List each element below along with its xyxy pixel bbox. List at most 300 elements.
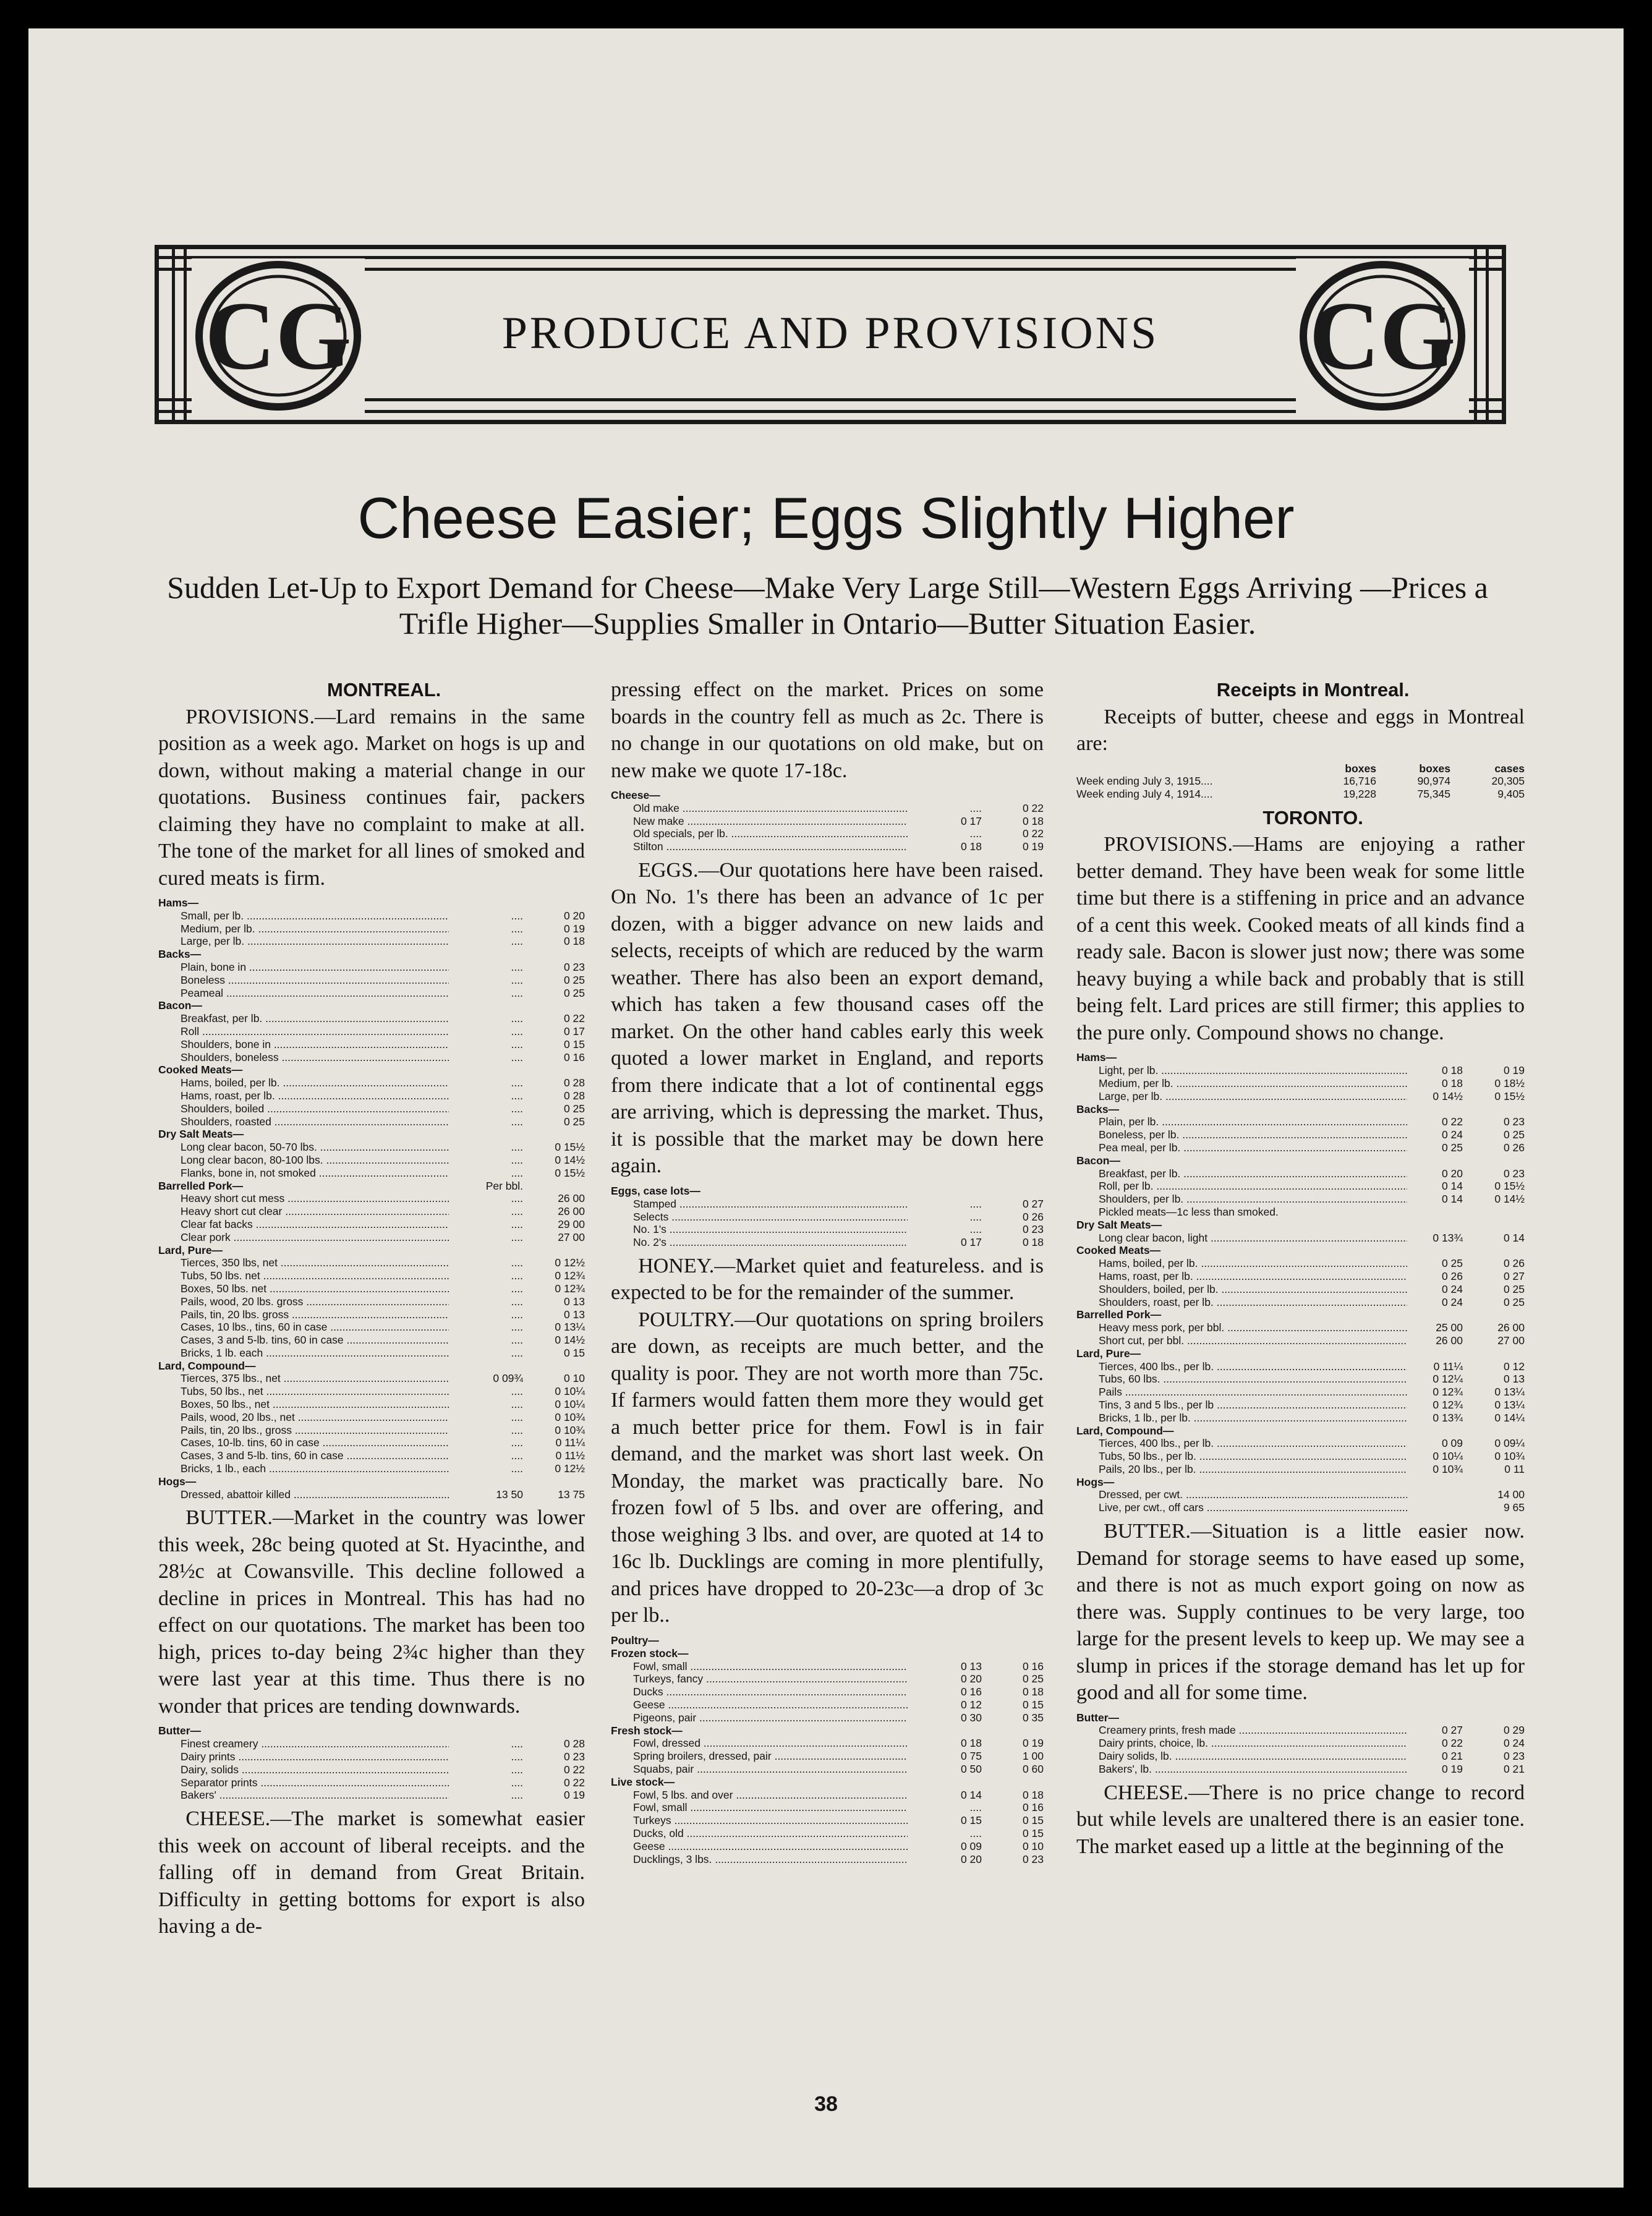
item-label: No. 2's xyxy=(633,1236,666,1249)
item-label: Shoulders, boneless xyxy=(181,1050,279,1063)
price-row xyxy=(1076,1737,1525,1750)
price-row xyxy=(158,1436,585,1449)
price-row xyxy=(1076,1386,1525,1399)
item-label: Hams, roast, per lb. xyxy=(1099,1269,1193,1282)
price-high: 0 25 xyxy=(1503,1282,1525,1295)
price-high: 0 25 xyxy=(563,1115,585,1128)
price-row xyxy=(1076,1232,1525,1245)
price-low: .... xyxy=(969,1826,982,1839)
section-heading-toronto: TORONTO. xyxy=(1262,806,1363,829)
price-low: .... xyxy=(511,1737,523,1750)
logo-lettering: CG xyxy=(205,282,352,390)
price-high xyxy=(523,999,585,1012)
item-label: Lard, Pure— xyxy=(158,1243,223,1256)
price-low: .... xyxy=(511,1436,523,1449)
price-high: 0 18 xyxy=(1022,1685,1044,1698)
price-high: 0 25 xyxy=(563,986,585,999)
price-table-toronto-butter xyxy=(1076,1711,1525,1776)
item-label: Pails, wood, 20 lbs., net xyxy=(181,1410,295,1423)
price-low xyxy=(1407,1501,1463,1514)
price-high xyxy=(982,1776,1044,1789)
price-low xyxy=(449,1063,523,1076)
item-label: Hams, roast, per lb. xyxy=(181,1089,275,1102)
price-high: 0 22 xyxy=(1022,827,1044,840)
price-low: 0 24 xyxy=(1441,1282,1463,1295)
price-row xyxy=(158,1462,585,1475)
price-high: 27 00 xyxy=(1497,1334,1525,1347)
item-label: Fresh stock— xyxy=(611,1724,683,1737)
price-high: 0 19 xyxy=(1503,1064,1525,1077)
price-high: 0 29 xyxy=(1503,1724,1525,1737)
price-low: .... xyxy=(969,801,982,814)
price-high xyxy=(1463,1244,1525,1257)
poultry-paragraph: POULTRY.—Our quotations on spring broilers are down, as receipts are much better, and the quality is poor. They are not worth more than 75c. If farmers would fatten them more they would get a much better price for them. Fowl is in fair demand, and the market was short last week. On Monday, the market was practically bare. No frozen fowl of 5 lbs. and over are offering, and those weighing 3 lbs. and over, are quoted at 14 to 16c lb. Ducklings are coming in more plentifully, and prices have dropped to 20-23c—a drop of 3c per lb.. xyxy=(611,1308,1044,1627)
provisions-paragraph: PROVISIONS.—Lard remains in the same position as a week ago. Market on hogs is up and down, without making a material change in our quotations. Business continues fair, packers claiming they have no complaint to make at all. The tone of the market for all lines of smoked and cured meats is firm. xyxy=(158,705,585,890)
price-high: 0 23 xyxy=(563,1750,585,1763)
price-row xyxy=(1076,1244,1525,1257)
price-low xyxy=(908,1647,982,1660)
price-low: .... xyxy=(511,1050,523,1063)
price-low: .... xyxy=(511,1230,523,1243)
price-high xyxy=(523,1180,585,1193)
price-table-provisions xyxy=(158,897,585,1501)
price-high: 0 15½ xyxy=(555,1166,585,1179)
price-high xyxy=(523,1128,585,1141)
item-label: Tubs, 50 lbs. net xyxy=(181,1269,260,1282)
price-row xyxy=(158,999,585,1012)
item-label: Ducklings, 3 lbs. xyxy=(633,1852,712,1865)
price-low: 0 12¼ xyxy=(1433,1373,1463,1386)
price-high: 0 22 xyxy=(1022,801,1044,814)
price-row xyxy=(611,1853,1044,1866)
price-row xyxy=(611,1814,1044,1827)
price-high: 0 23 xyxy=(1022,1223,1044,1236)
price-high: 0 23 xyxy=(563,960,585,973)
price-low: .... xyxy=(511,1321,523,1334)
price-row xyxy=(611,827,1044,840)
price-row xyxy=(158,1192,585,1205)
item-label: Tierces, 400 lbs., per lb. xyxy=(1099,1437,1214,1450)
price-high: 0 15 xyxy=(1022,1814,1044,1827)
price-high: 0 19 xyxy=(563,1789,585,1802)
price-row xyxy=(158,1308,585,1321)
price-low: .... xyxy=(511,1410,523,1423)
item-label: Cheese— xyxy=(611,789,660,801)
price-low: .... xyxy=(511,935,523,948)
item-label: Spring broilers, dressed, pair xyxy=(633,1750,772,1763)
price-low: .... xyxy=(511,1076,523,1089)
price-high xyxy=(1463,1711,1525,1724)
price-row xyxy=(611,815,1044,828)
price-row xyxy=(1076,1360,1525,1373)
price-low: 0 50 xyxy=(960,1762,982,1775)
price-low: .... xyxy=(511,1462,523,1475)
price-high xyxy=(982,1647,1044,1660)
item-label: Ducks, old xyxy=(633,1826,684,1839)
price-row xyxy=(1076,1399,1525,1412)
butter-paragraph: BUTTER.—Market in the country was lower this week, 28c being quoted at St. Hyacinthe, and 28½c at Cowansville. This decline followed a decline in prices in Montreal. This has had no effect on our quotations. The market has been too high, prices to-day being 2¾c higher than they were last year at this time. Thus there is no wonder that prices are tending downwards. xyxy=(158,1506,585,1718)
price-high: 0 28 xyxy=(563,1737,585,1750)
price-table-poultry xyxy=(611,1634,1044,1865)
price-high xyxy=(1463,1154,1525,1167)
receipts-value: cases xyxy=(1494,762,1525,775)
price-row xyxy=(158,1256,585,1269)
price-low xyxy=(1407,1103,1463,1116)
item-label: Backs— xyxy=(158,948,202,961)
price-low: .... xyxy=(511,1295,523,1308)
price-row xyxy=(1076,1501,1525,1514)
item-label: Bricks, 1 lb., each xyxy=(181,1462,266,1475)
price-low: 0 09 xyxy=(1441,1437,1463,1450)
item-label: Eggs, case lots— xyxy=(611,1184,700,1197)
price-low: .... xyxy=(969,827,982,840)
price-high xyxy=(523,897,585,910)
price-low: Per bbl. xyxy=(485,1179,523,1192)
price-row xyxy=(1076,1283,1525,1296)
receipts-table xyxy=(1076,762,1525,801)
price-high: 0 12½ xyxy=(555,1256,585,1269)
item-label: Dry Salt Meats— xyxy=(158,1128,244,1141)
price-row xyxy=(611,789,1044,802)
price-high: 0 27 xyxy=(1022,1197,1044,1210)
item-label: Geese xyxy=(633,1698,665,1711)
price-high: 0 16 xyxy=(563,1050,585,1063)
item-label: Bricks, 1 lb., per lb. xyxy=(1099,1411,1191,1424)
item-label: Stilton xyxy=(633,840,663,853)
price-high: 0 12½ xyxy=(555,1462,585,1475)
price-row xyxy=(158,1063,585,1076)
price-row xyxy=(158,974,585,987)
price-row xyxy=(1076,1206,1525,1219)
price-high: 0 18 xyxy=(1022,1788,1044,1801)
price-high: 0 13¼ xyxy=(555,1321,585,1334)
subheadline: Sudden Let-Up to Export Demand for Cheese—Make Very Large Still—Western Eggs Arriving —Prices a Trifle Higher—Supplies Smaller in Ontario—Butter Situation Easier. xyxy=(167,570,1488,641)
price-low: .... xyxy=(969,1801,982,1814)
price-high: 0 14½ xyxy=(1494,1193,1525,1206)
item-label: Cooked Meats— xyxy=(158,1063,243,1076)
item-label: Flanks, bone in, not smoked xyxy=(181,1166,316,1179)
price-row xyxy=(158,1789,585,1802)
price-low xyxy=(449,1360,523,1373)
item-label: Barrelled Pork— xyxy=(1076,1308,1162,1321)
item-label: Live, per cwt., off cars xyxy=(1099,1501,1204,1514)
price-row xyxy=(611,1840,1044,1853)
price-high: 0 19 xyxy=(1022,840,1044,853)
price-low: .... xyxy=(511,1750,523,1763)
receipts-value: 19,228 xyxy=(1343,788,1376,801)
price-row xyxy=(158,1218,585,1231)
receipts-heading: Receipts in Montreal. xyxy=(1216,679,1410,701)
price-row xyxy=(611,1211,1044,1224)
price-row xyxy=(611,802,1044,815)
price-high: 0 10¾ xyxy=(555,1410,585,1423)
item-label: Tierces, 400 lbs., per lb. xyxy=(1099,1360,1214,1373)
price-row xyxy=(611,1711,1044,1724)
price-low: 0 22 xyxy=(1441,1737,1463,1750)
item-label: Dressed, abattoir killed xyxy=(181,1488,291,1501)
price-high: 0 19 xyxy=(563,922,585,935)
price-row xyxy=(1076,1257,1525,1270)
item-label: Small, per lb. xyxy=(181,909,244,922)
price-row xyxy=(158,1398,585,1411)
price-low: .... xyxy=(511,1153,523,1166)
price-row xyxy=(1076,1051,1525,1064)
cg-logo-left xyxy=(192,258,365,413)
price-high: 26 00 xyxy=(558,1205,585,1218)
price-table-cheese xyxy=(611,789,1044,853)
item-label: Fowl, dressed xyxy=(633,1737,700,1750)
price-high xyxy=(1463,1347,1525,1360)
price-low: .... xyxy=(511,1423,523,1436)
item-label: Long clear bacon, 80-100 lbs. xyxy=(181,1153,323,1166)
item-label: Plain, bone in xyxy=(181,960,247,973)
receipts-paragraph: Receipts of butter, cheese and eggs in Montreal are: xyxy=(1076,705,1525,755)
price-row xyxy=(158,1385,585,1398)
price-low: .... xyxy=(511,1269,523,1282)
price-row xyxy=(158,1180,585,1193)
price-high: 0 10 xyxy=(563,1372,585,1385)
item-label: Old specials, per lb. xyxy=(633,827,728,840)
price-high: 0 18½ xyxy=(1494,1076,1525,1089)
item-label: Barrelled Pork— xyxy=(158,1179,244,1192)
price-row xyxy=(1076,1103,1525,1116)
price-low xyxy=(449,1475,523,1488)
price-row xyxy=(158,1269,585,1282)
price-high: 14 00 xyxy=(1497,1488,1525,1501)
price-row xyxy=(158,1488,585,1501)
price-high: 0 60 xyxy=(1022,1762,1044,1775)
price-low: 0 17 xyxy=(960,1236,982,1249)
price-row xyxy=(158,1424,585,1437)
price-high: 9 65 xyxy=(1503,1501,1525,1514)
price-low: 0 11¼ xyxy=(1433,1360,1463,1373)
price-low xyxy=(449,1128,523,1141)
banner-title: PRODUCE AND PROVISIONS xyxy=(390,307,1271,360)
price-high xyxy=(1463,1206,1525,1219)
price-row xyxy=(158,1724,585,1737)
item-label: Bricks, 1 lb. each xyxy=(181,1346,263,1359)
price-low: 0 09 xyxy=(960,1839,982,1852)
price-low: 0 20 xyxy=(960,1673,982,1685)
item-label: Tierces, 375 lbs., net xyxy=(181,1372,281,1385)
price-row xyxy=(158,1128,585,1141)
price-low: .... xyxy=(511,1089,523,1102)
price-row xyxy=(158,1141,585,1154)
price-row xyxy=(158,1231,585,1244)
price-low: 0 16 xyxy=(960,1685,982,1698)
price-low: .... xyxy=(511,1115,523,1128)
price-low xyxy=(908,1776,982,1789)
item-label: Tins, 3 and 5 lbs., per lb xyxy=(1099,1398,1214,1411)
price-low xyxy=(1407,1206,1463,1219)
price-low: .... xyxy=(511,973,523,986)
price-low xyxy=(449,897,523,910)
magazine-page xyxy=(28,28,1624,2188)
item-label: Pails, tin, 20 lbs., gross xyxy=(181,1423,292,1436)
price-low: 0 10¼ xyxy=(1433,1450,1463,1463)
price-row xyxy=(611,1763,1044,1776)
receipts-value: 20,305 xyxy=(1491,775,1525,788)
item-label: Dairy, solids xyxy=(181,1763,239,1776)
price-low: 0 10¾ xyxy=(1433,1462,1463,1475)
price-row xyxy=(158,1025,585,1038)
price-high: 0 25 xyxy=(1503,1128,1525,1141)
price-row xyxy=(611,1634,1044,1647)
price-low: 0 13¾ xyxy=(1433,1411,1463,1424)
price-row xyxy=(611,1801,1044,1814)
column-montreal xyxy=(158,676,585,1940)
price-high: 0 26 xyxy=(1022,1210,1044,1223)
item-label: Frozen stock— xyxy=(611,1647,689,1660)
price-low: 0 19 xyxy=(1441,1762,1463,1775)
price-high: 0 11 xyxy=(1504,1462,1525,1475)
price-low: 13 50 xyxy=(496,1488,523,1501)
price-low: 0 24 xyxy=(1441,1128,1463,1141)
price-row xyxy=(1076,1270,1525,1283)
price-row xyxy=(1076,1711,1525,1724)
price-low: 0 22 xyxy=(1441,1115,1463,1128)
price-low xyxy=(1407,1476,1463,1489)
price-high xyxy=(1463,1103,1525,1116)
item-label: Hogs— xyxy=(158,1475,197,1488)
price-low: .... xyxy=(511,1334,523,1347)
price-high: 0 22 xyxy=(563,1012,585,1025)
price-low: 0 75 xyxy=(960,1750,982,1763)
price-low: 0 14 xyxy=(960,1788,982,1801)
price-row xyxy=(158,1763,585,1776)
price-low: .... xyxy=(511,1102,523,1115)
price-low: 0 13¾ xyxy=(1433,1231,1463,1244)
price-low: .... xyxy=(511,1012,523,1025)
item-label: Backs— xyxy=(1076,1102,1120,1115)
price-row xyxy=(158,987,585,1000)
price-high: 0 13 xyxy=(563,1295,585,1308)
price-row xyxy=(611,1223,1044,1236)
price-high: 0 19 xyxy=(1022,1737,1044,1750)
item-label: Tubs, 50 lbs., net xyxy=(181,1385,263,1398)
price-high: 0 13 xyxy=(1503,1373,1525,1386)
item-label: Light, per lb. xyxy=(1099,1064,1159,1077)
item-label: Roll xyxy=(181,1025,200,1038)
price-low: .... xyxy=(511,1192,523,1205)
page-number: 38 xyxy=(814,2092,838,2116)
price-row xyxy=(1076,1077,1525,1090)
price-row xyxy=(1076,1154,1525,1167)
section-heading-montreal: MONTREAL. xyxy=(327,679,441,701)
item-label: Bacon— xyxy=(158,999,202,1012)
price-low: 0 25 xyxy=(1441,1141,1463,1154)
item-label: Tubs, 60 lbs. xyxy=(1099,1373,1160,1386)
price-low: 0 26 xyxy=(1441,1269,1463,1282)
price-low: .... xyxy=(511,1282,523,1295)
price-row xyxy=(1076,1463,1525,1476)
price-low xyxy=(1407,1308,1463,1321)
item-label: Shoulders, roasted xyxy=(181,1115,271,1128)
price-low xyxy=(1407,1244,1463,1257)
price-high: 0 26 xyxy=(1503,1257,1525,1270)
price-high: 0 35 xyxy=(1022,1711,1044,1724)
price-low: .... xyxy=(511,960,523,973)
price-low xyxy=(449,948,523,961)
price-row xyxy=(158,1737,585,1750)
price-low: 26 00 xyxy=(1436,1334,1463,1347)
toronto-provisions-paragraph: PROVISIONS.—Hams are enjoying a rather better demand. They have been weak for some little time but there is a stiffening in price and an advance of a cent this week. Cooked meats of all kinds find a ready sale. Bacon is slower just now; there was some heavy buying a while back and probably that is still being felt. Lard prices are still firmer; this applies to the pure only. Compound shows no change. xyxy=(1076,833,1525,1044)
price-high: 0 09¼ xyxy=(1494,1437,1525,1450)
price-high: 0 18 xyxy=(563,935,585,948)
price-low: .... xyxy=(511,1346,523,1359)
price-low: 0 24 xyxy=(1441,1295,1463,1308)
price-low xyxy=(449,1244,523,1257)
item-label: Cases, 10-lb. tins, 60 in case xyxy=(181,1436,320,1449)
price-low: .... xyxy=(511,1256,523,1269)
price-row xyxy=(611,1185,1044,1198)
price-low: 0 13 xyxy=(960,1660,982,1673)
item-label: Pails, tin, 20 lbs. gross xyxy=(181,1308,289,1321)
price-high: 0 23 xyxy=(1022,1852,1044,1865)
price-high xyxy=(523,1724,585,1737)
item-label: Pigeons, pair xyxy=(633,1711,697,1724)
item-label: Hams— xyxy=(158,897,199,909)
price-row xyxy=(611,1724,1044,1737)
price-high xyxy=(523,1063,585,1076)
item-label: Roll, per lb. xyxy=(1099,1180,1154,1193)
price-row xyxy=(611,1198,1044,1211)
price-row xyxy=(158,1475,585,1488)
price-low xyxy=(1407,1711,1463,1724)
price-low: 0 20 xyxy=(960,1852,982,1865)
item-label: Tierces, 350 lbs, net xyxy=(181,1256,278,1269)
price-row xyxy=(1076,1128,1525,1141)
item-label: Boneless, per lb. xyxy=(1099,1128,1180,1141)
item-label: Hams, boiled, per lb. xyxy=(181,1076,280,1089)
price-high: 0 15 xyxy=(1022,1826,1044,1839)
item-label: Shoulders, per lb. xyxy=(1099,1193,1184,1206)
price-low xyxy=(908,1185,982,1198)
price-high: 0 13 xyxy=(563,1308,585,1321)
price-row xyxy=(158,1051,585,1064)
price-high: 0 10¾ xyxy=(555,1423,585,1436)
price-row xyxy=(158,1750,585,1763)
price-high: 0 14½ xyxy=(555,1153,585,1166)
price-row xyxy=(1076,1090,1525,1103)
section-banner xyxy=(155,245,1506,424)
price-high: 26 00 xyxy=(1497,1321,1525,1334)
price-high xyxy=(1463,1219,1525,1232)
price-row xyxy=(158,1244,585,1257)
item-label: Old make xyxy=(633,801,679,814)
price-table-toronto-provisions xyxy=(1076,1051,1525,1514)
price-row xyxy=(1076,1115,1525,1128)
price-row xyxy=(158,1076,585,1089)
price-table-eggs xyxy=(611,1185,1044,1249)
item-label: Hogs— xyxy=(1076,1475,1115,1488)
price-row xyxy=(158,1115,585,1128)
price-high: 0 12¾ xyxy=(555,1282,585,1295)
price-high: 0 25 xyxy=(563,973,585,986)
price-low: .... xyxy=(511,1038,523,1050)
item-label: Pails, wood, 20 lbs. gross xyxy=(181,1295,304,1308)
price-row xyxy=(1076,1425,1525,1438)
logo-lettering: CG xyxy=(1309,282,1456,390)
price-low xyxy=(908,1634,982,1647)
item-label: Peameal xyxy=(181,986,224,999)
price-low: .... xyxy=(511,1166,523,1179)
price-high: 0 28 xyxy=(563,1089,585,1102)
price-low: .... xyxy=(511,1449,523,1462)
item-label: Ducks xyxy=(633,1685,663,1698)
item-label: Fowl, 5 lbs. and over xyxy=(633,1788,733,1801)
price-row xyxy=(158,1776,585,1789)
